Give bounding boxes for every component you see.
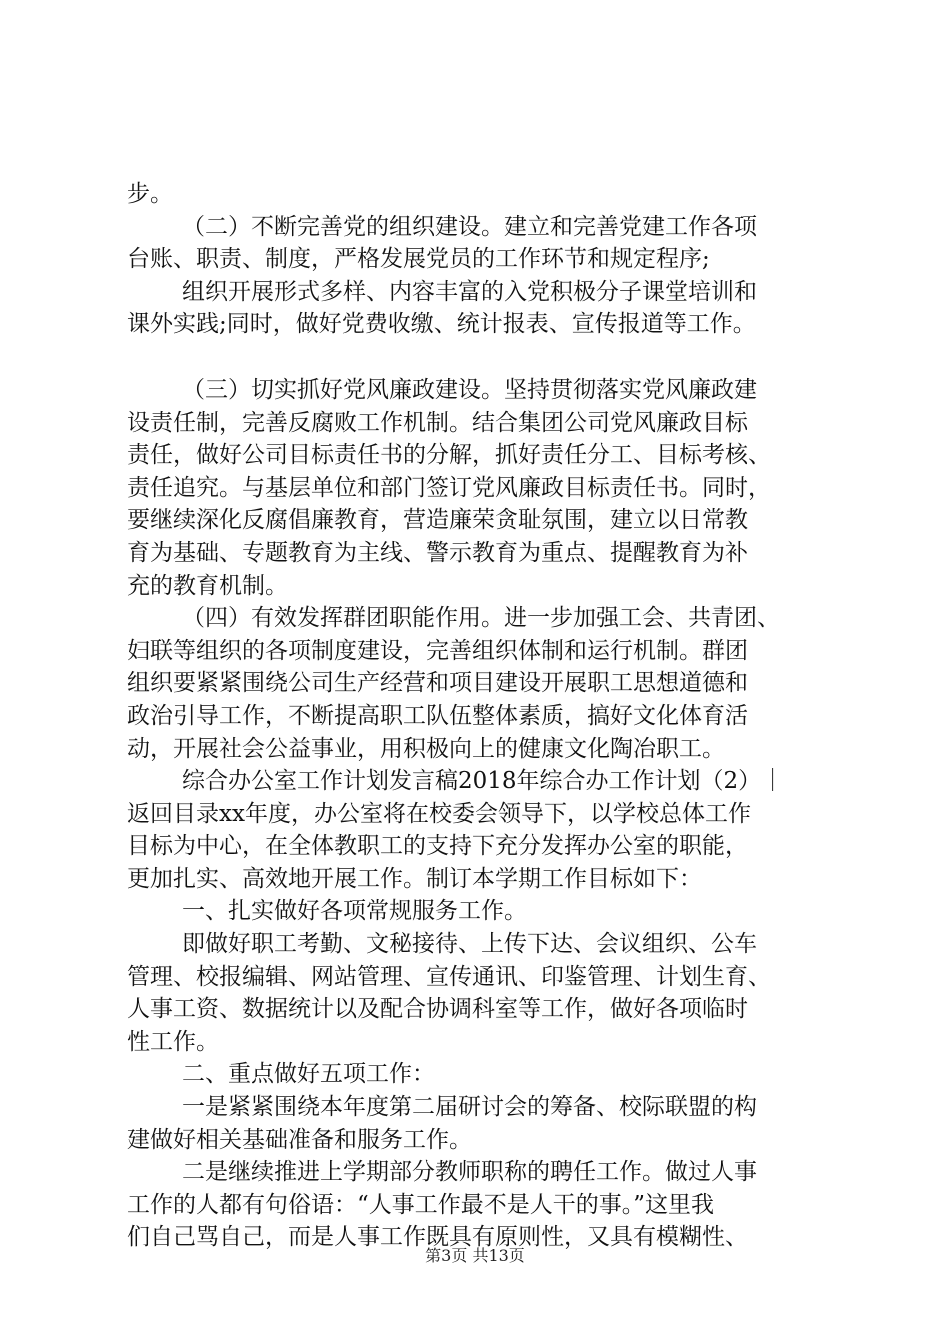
paragraph-gap — [127, 341, 832, 374]
text-line: 责任，做好公司目标责任书的分解，抓好责任分工、目标考核、 — [127, 442, 771, 469]
text-line: 建做好相关基础准备和服务工作。 — [127, 1126, 472, 1153]
text-line: 性工作。 — [127, 1028, 219, 1055]
text-line: 们自己骂自己，而是人事工作既具有原则性，又具有模糊性、 — [127, 1224, 748, 1251]
text-line: 责任追究。与基层单位和部门签订党风廉政目标责任书。同时， — [127, 474, 771, 501]
text-line: 二、重点做好五项工作： — [182, 1061, 435, 1088]
text-line: 充的教育机制。 — [127, 572, 288, 599]
text-line: 组织开展形式多样、内容丰富的入党积极分子课堂培训和 — [182, 278, 757, 305]
text-line: 工作的人都有句俗语：“人事工作最不是人干的事。”这里我 — [127, 1191, 715, 1218]
text-line: 即做好职工考勤、文秘接待、上传下达、会议组织、公车 — [182, 931, 757, 958]
text-line: 组织要紧紧围绕公司生产经营和项目建设开展职工思想道德和 — [127, 670, 748, 697]
text-line: 管理、校报编辑、网站管理、宣传通讯、印鉴管理、计划生育、 — [127, 963, 771, 990]
text-line: 妇联等组织的各项制度建设，完善组织体制和运行机制。群团 — [127, 637, 748, 664]
text-line: 步。 — [127, 181, 173, 207]
text-line: （二）不断完善党的组织建设。建立和完善党建工作各项 — [182, 213, 757, 240]
text-line: 育为基础、专题教育为主线、警示教育为重点、提醒教育为补 — [127, 539, 748, 566]
text-line: 综合办公室工作计划发言稿2018年综合办工作计划（2）｜ — [182, 768, 785, 795]
text-line: 动，开展社会公益事业，用积极向上的健康文化陶冶职工。 — [127, 735, 725, 762]
text-line: 更加扎实、高效地开展工作。制订本学期工作目标如下： — [127, 865, 702, 892]
page-indicator: 第3页 共13页 — [425, 1246, 525, 1265]
text-line: 要继续深化反腐倡廉教育，营造廉荣贪耻氛围，建立以日常教 — [127, 507, 748, 534]
text-line: 返回目录xx年度，办公室将在校委会领导下，以学校总体工作 — [127, 800, 751, 827]
text-line: 一、扎实做好各项常规服务工作。 — [182, 898, 527, 925]
text-line: 人事工资、数据统计以及配合协调科室等工作，做好各项临时 — [127, 996, 748, 1023]
text-line: 目标为中心，在全体教职工的支持下充分发挥办公室的职能， — [127, 833, 748, 860]
document-body — [127, 178, 832, 1254]
text-line: 二是继续推进上学期部分教师职称的聘任工作。做过人事 — [182, 1159, 757, 1186]
text-line: 一是紧紧围绕本年度第二届研讨会的筹备、校际联盟的构 — [182, 1094, 757, 1121]
text-line: （四）有效发挥群团职能作用。进一步加强工会、共青团、 — [182, 605, 780, 632]
text-line: 台账、职责、制度，严格发展党员的工作环节和规定程序; — [127, 246, 710, 273]
text-line: 课外实践;同时，做好党费收缴、统计报表、宣传报道等工作。 — [127, 311, 756, 338]
text-line: 政治引导工作，不断提高职工队伍整体素质，搞好文化体育活 — [127, 702, 748, 729]
text-line: （三）切实抓好党风廉政建设。坚持贯彻落实党风廉政建 — [182, 376, 757, 403]
text-line: 设责任制，完善反腐败工作机制。结合集团公司党风廉政目标 — [127, 409, 748, 436]
